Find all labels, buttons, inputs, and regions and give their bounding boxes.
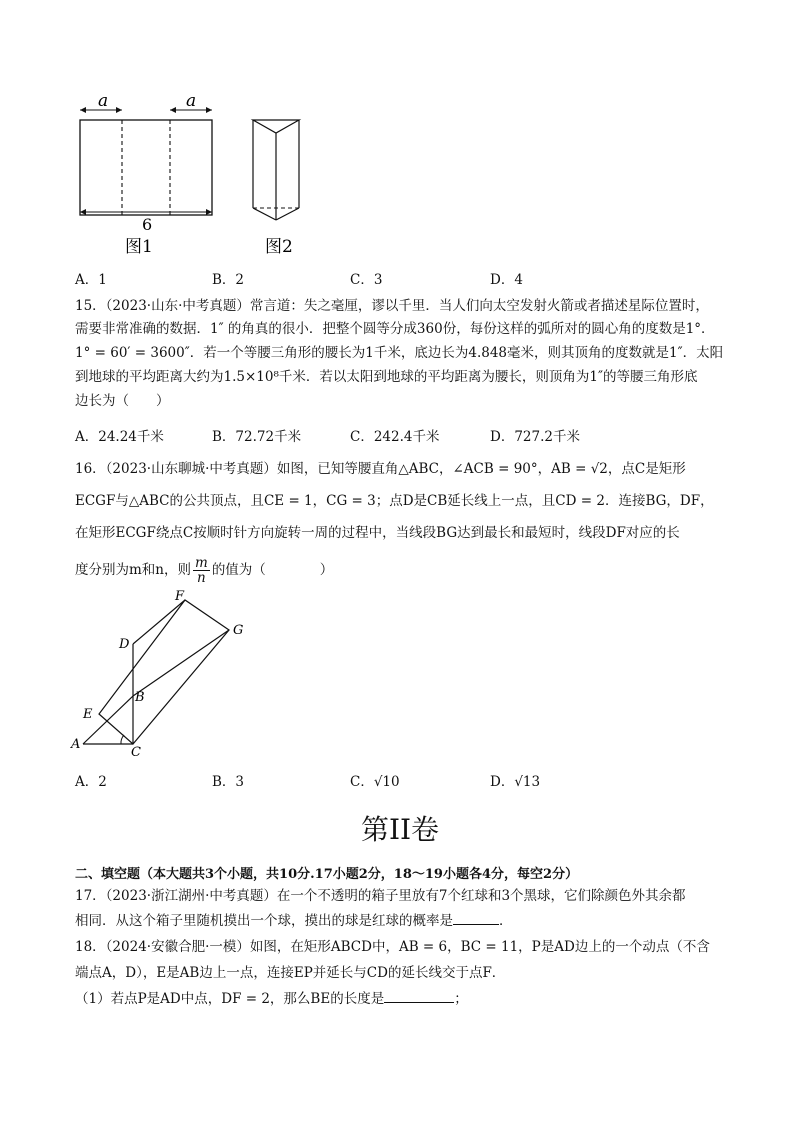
q15-option-a: A．24.24千米 — [75, 429, 164, 445]
point-label-e: E — [83, 707, 93, 722]
q15-line-3: 1° = 60′ = 3600″．若一个等腰三角形的腰长为1千米，底边长为4.848毫米，则其顶角的度数就是1″．太阳 — [75, 345, 724, 361]
point-label-f: F — [175, 589, 185, 604]
q18-line-1: 18．（2024·安徽合肥·一模）如图，在矩形ABCD中，AB = 6，BC = 11，P是AD边上的一个动点（不含 — [75, 939, 710, 955]
q14-option-d: D．4 — [490, 272, 523, 288]
q16-option-c: C．√10 — [350, 774, 400, 790]
q15-line-4: 到地球的平均距离大约为1.5×10⁸千米．若以太阳到地球的平均距离为腰长，则顶角为1″的等腰三角形底 — [75, 369, 698, 385]
q16-line-2: ECGF与△ABC的公共顶点，且CE = 1，CG = 3；点D是CB延长线上一点，且CD = 2．连接BG，DF， — [75, 493, 714, 509]
label-a-left: a — [98, 91, 109, 111]
q15-option-d: D．727.2千米 — [490, 429, 580, 445]
q16-frac-num: m — [195, 555, 208, 571]
point-label-g: G — [233, 623, 244, 638]
q16-frac-den: n — [197, 570, 206, 586]
section-title: 第II卷 — [360, 813, 440, 846]
point-label-d: D — [119, 637, 130, 652]
label-6: 6 — [142, 215, 153, 234]
q16-line-1: 16．（2023·山东聊城·中考真题）如图，已知等腰直角△ABC，∠ACB = 90°，AB = √2，点C是矩形 — [75, 461, 686, 477]
figure-rotated-rectangle — [65, 588, 250, 758]
q15-option-c: C．242.4千米 — [350, 429, 440, 445]
q16-line-4-text: 度分别为m和n，则 — [75, 562, 191, 578]
caption-fig1: 图1 — [125, 237, 153, 257]
q16-option-b: B．3 — [212, 774, 245, 790]
point-label-a: A — [71, 737, 81, 752]
q18-line-3-text: （1）若点P是AD中点，DF = 2，那么BE的长度是 — [75, 991, 385, 1007]
q15-line-5: 边长为（ ） — [75, 393, 170, 409]
q16-line-4 — [75, 556, 333, 585]
q17-answer-blank[interactable] — [453, 912, 499, 925]
q15-option-b: B．72.72千米 — [212, 429, 302, 445]
q14-option-c: C．3 — [350, 272, 383, 288]
caption-fig2: 图2 — [265, 237, 293, 257]
q16-line-4-tail: 的值为（ ） — [211, 562, 334, 578]
q17-line-2-text: 相同．从这个箱子里随机摸出一个球，摸出的球是红球的概率是 — [75, 913, 453, 929]
q15-line-1: 15．（2023·山东·中考真题）常言道：失之毫厘，谬以千里．当人们向太空发射火箭或者描述星际位置时， — [75, 298, 709, 314]
q17-line-1: 17．（2023·浙江湖州·中考真题）在一个不透明的箱子里放有7个红球和3个黑球，它们除颜色外其余都 — [75, 888, 686, 904]
point-label-c: C — [131, 745, 141, 758]
q18-line-2: 端点A，D），E是AB边上一点，连接EP并延长与CD的延长线交于点F． — [75, 965, 506, 981]
q18-answer-blank-1[interactable] — [384, 990, 454, 1003]
q16-line-3: 在矩形ECGF绕点C按顺时针方向旋转一周的过程中，当线段BG达到最长和最短时，线段DF对应的长 — [75, 525, 680, 541]
q16-option-d: D．√13 — [490, 774, 541, 790]
q14-option-a: A．1 — [75, 272, 107, 288]
label-a-right: a — [186, 91, 197, 111]
q16-fraction — [193, 556, 210, 585]
q14-option-b: B．2 — [212, 272, 245, 288]
q16-option-a: A．2 — [75, 774, 107, 790]
point-label-b: B — [135, 690, 145, 705]
part2-heading: 二、填空题（本大题共3个小题，共10分.17小题2分，18～19小题各4分，每空2分） — [75, 867, 579, 882]
q18-line-3: （1）若点P是AD中点，DF = 2，那么BE的长度是 ； — [75, 991, 468, 1007]
q15-line-2: 需要非常准确的数据．1″ 的角真的很小．把整个圆等分成360份，每份这样的弧所对的圆心角的度数是1°． — [75, 321, 715, 337]
q17-line-2: 相同．从这个箱子里随机摸出一个球，摸出的球是红球的概率是 ． — [75, 913, 513, 929]
figure-prism-net — [70, 90, 310, 260]
